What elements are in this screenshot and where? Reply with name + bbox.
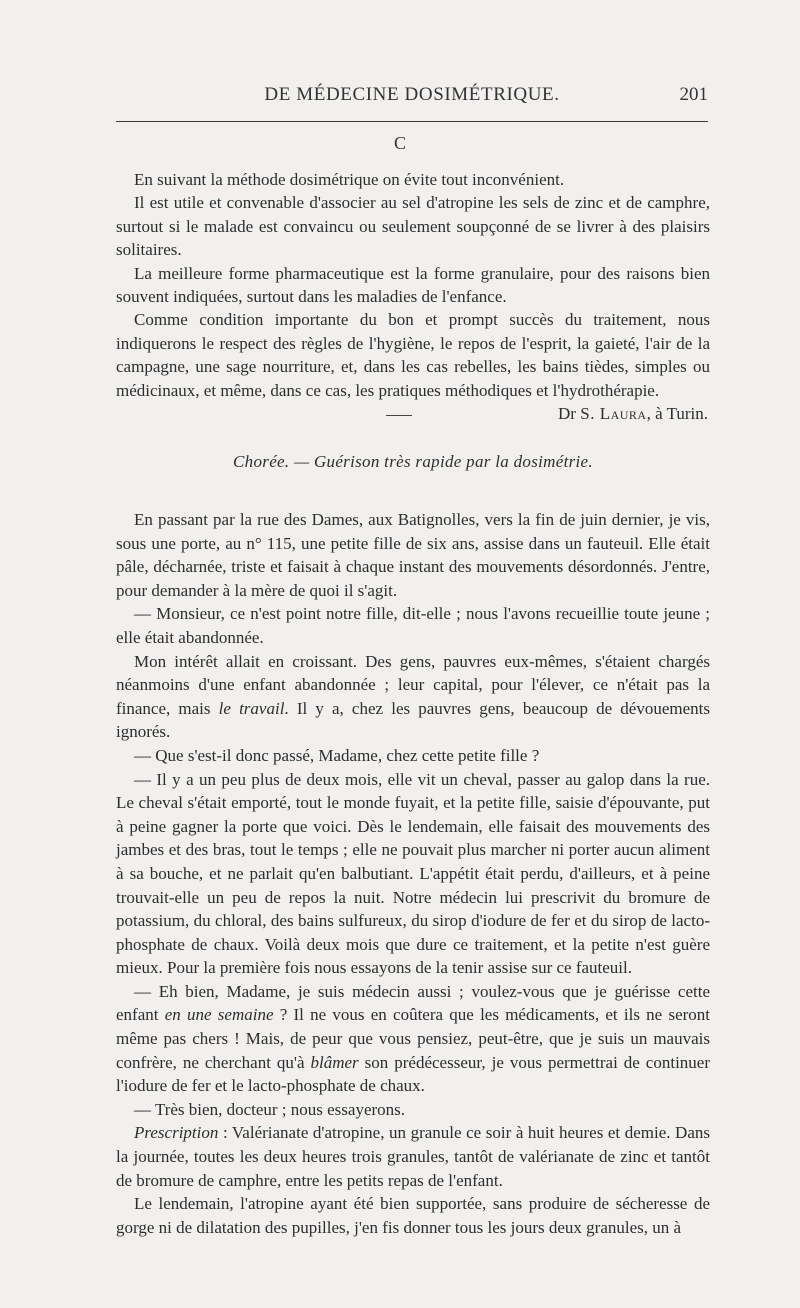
preceding-article-end [116, 168, 710, 425]
text-run: ? Il ne vous en coûtera que les médicaments, et ils ne seront même pas chers ! Mais, de peur que vous pensiez, peut-être, que je suis un mauvais confrère, ne cherchant qu'à [116, 1005, 710, 1072]
section-divider [386, 415, 412, 416]
paragraph: Le lendemain, l'atropine ayant été bien supportée, sans produire de sécheresse de gorge ni de dilatation des pupilles, j'en fis donner tous les jours deux granules, un à [116, 1194, 710, 1237]
section-letter: C [393, 133, 406, 153]
article-title: Chorée. — Guérison très rapide par la dosimétrie. [233, 452, 593, 471]
text-run: Mon intérêt allait en croissant. Des gens, pauvres eux-mêmes, s'étaient chargés néanmoins d'une enfant abandonnée ; leur capital, pour l'élever, ce n'était pas la finance, mais [116, 651, 710, 718]
signature-place: , à Turin. [646, 404, 708, 424]
emphasis: blâmer [310, 1052, 359, 1072]
emphasis: le travail [218, 698, 285, 718]
paragraph: En suivant la méthode dosimétrique on évite tout inconvénient. [134, 170, 565, 189]
emphasis: en une semaine [164, 1005, 274, 1025]
paragraph: — Il y a un peu plus de deux mois, elle vit un cheval, passer au galop dans la rue. Le cheval s'était emporté, tout le monde fuyait, et la petite fille, saisie d'épouvante, put à peine gagner la porte que voici. Dès le lendemain, elle faisait des mouvements des jambes et des bras, tout le temps ; elle ne pouvait plus marcher ni porter aucun aliment à sa bouche, et ne parlait qu'en balbutiant. L'appétit était perdu, d'ailleurs, et à peine trouvait-elle un peu de repos la nuit. Notre médecin lui prescrivit du bromure de potassium, du chloral, des bains sulfureux, du sirop d'iodure de fer et du sirop de lacto-phosphate de chaux. Voilà deux mois que dure ce traitement, et la petite n'est guère mieux. Pour la première fois nous essayons de la tenir assise sur ce fauteuil. [116, 769, 710, 978]
paragraph: — Que s'est-il donc passé, Madame, chez cette petite fille ? [134, 745, 540, 765]
page-number: 201 [679, 84, 708, 105]
text-run: son prédécesseur, je vous permettrai de continuer l'iodure de fer et le lacto-phosphate de chaux. [116, 1052, 710, 1096]
paragraph: Il est utile et convenable d'associer au sel d'atropine les sels de zinc et de camphre, surtout si le malade est convaincu ou seulement soupçonné de se livrer à des plaisirs solitaires. [116, 193, 710, 260]
paragraph: Comme condition importante du bon et prompt succès du traitement, nous indiquerons le respect des règles de l'hygiène, le repos de l'esprit, la gaieté, l'air de la campagne, une sage nourriture, et, dans les cas rebelles, les bains tièdes, simples ou médicinaux, et même, dans ce cas, les pratiques méthodiques et l'hydrothérapie. [116, 310, 710, 400]
article-body [116, 508, 710, 1239]
signature-title: Dr [558, 404, 576, 424]
paragraph [116, 650, 710, 744]
running-head [116, 84, 708, 114]
paragraph: En passant par la rue des Dames, aux Batignolles, vers la fin de juin dernier, je vis, sous une porte, au n° 115, une petite fille de six ans, assise dans un fauteuil. Elle était pâle, décharnée, triste et faisait à chaque instant des mouvements désordonnés. J'entre, pour demander à la mère de quoi il s'agit. [116, 510, 710, 600]
text-run: : Valérianate d'atropine, un granule ce soir à huit heures et demie. Dans la journée, toutes les deux heures trois granules, tantôt de valérianate de zinc et tantôt de bromure de camphre, entre les petits repas de l'enfant. [116, 1123, 710, 1190]
text-run: — Eh bien, Madame, je suis médecin aussi ; voulez-vous que je guérisse cette enfant [116, 981, 710, 1025]
paragraph: La meilleure forme pharmaceutique est la forme granulaire, pour des raisons bien souvent indiquées, surtout dans les maladies de l'enfance. [116, 263, 710, 307]
paragraph [116, 980, 710, 1098]
signature-name: S. Laura [580, 404, 647, 424]
paragraph [116, 1121, 710, 1192]
author-signature [116, 402, 710, 425]
running-title: DE MÉDECINE DOSIMÉTRIQUE. [264, 84, 560, 105]
header-rule [116, 121, 708, 122]
text-run: . Il y a, chez les pauvres gens, beaucoup de dévouements ignorés. [116, 698, 710, 742]
emphasis: Prescription [134, 1123, 219, 1143]
paragraph: — Très bien, docteur ; nous essayerons. [134, 1099, 406, 1119]
paragraph: — Monsieur, ce n'est point notre fille, dit-elle ; nous l'avons recueillie toute jeune ; elle était abandonnée. [116, 604, 710, 647]
